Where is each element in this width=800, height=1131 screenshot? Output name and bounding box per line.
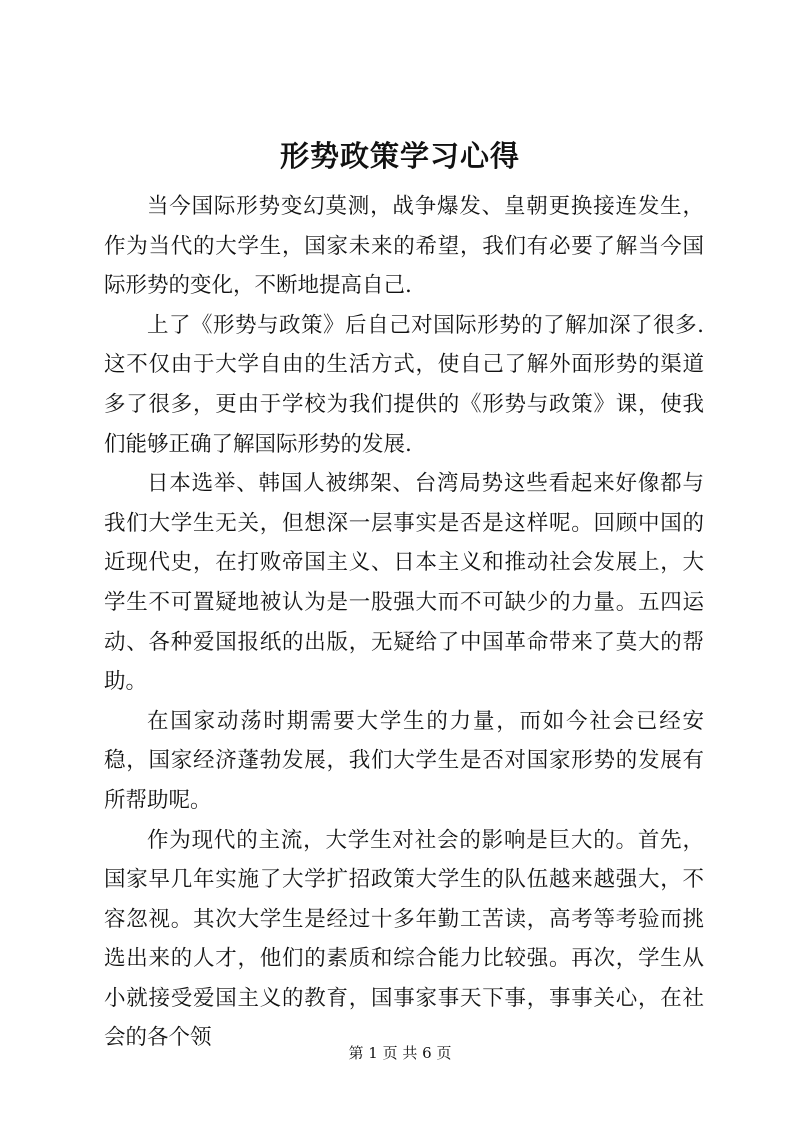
paragraph-3: 日本选举、韩国人被绑架、台湾局势这些看起来好像都与我们大学生无关，但想深一层事实是否是这样呢。回顾中国的近现代史，在打败帝国主义、日本主义和推动社会发展上，大学生不可置疑地被认为是一股强大而不可缺少的力量。五四运动、各种爱国报纸的出版，无疑给了中国革命带来了莫大的帮助。 xyxy=(104,471,704,695)
page-number-footer: 第 1 页 共 6 页 xyxy=(348,1044,452,1062)
paragraph-1: 当今国际形势变幻莫测，战争爆发、皇朝更换接连发生，作为当代的大学生，国家未来的希望，我们有必要了解当今国际形势的变化，不断地提高自己. xyxy=(104,194,704,299)
paragraph-5: 作为现代的主流，大学生对社会的影响是巨大的。首先，国家早几年实施了大学扩招政策大学生的队伍越来越强大，不容忽视。其次大学生是经过十多年勤工苦读，高考等考验而挑选出来的人才，他们的素质和综合能力比较强。再次，学生从小就接受爱国主义的教育，国事家事天下事，事事关心，在社会的各个领 xyxy=(104,827,704,1051)
document-title: 形势政策学习心得 xyxy=(279,139,520,173)
paragraph-2: 上了《形势与政策》后自己对国际形势的了解加深了很多.这不仅由于大学自由的生活方式，使自己了解外面形势的渠道多了很多，更由于学校为我们提供的《形势与政策》课，使我们能够正确了解国际形势的发展. xyxy=(104,312,704,457)
paragraph-4: 在国家动荡时期需要大学生的力量，而如今社会已经安稳，国家经济蓬勃发展，我们大学生是否对国家形势的发展有所帮助呢。 xyxy=(104,708,704,813)
document-body xyxy=(104,187,704,1058)
